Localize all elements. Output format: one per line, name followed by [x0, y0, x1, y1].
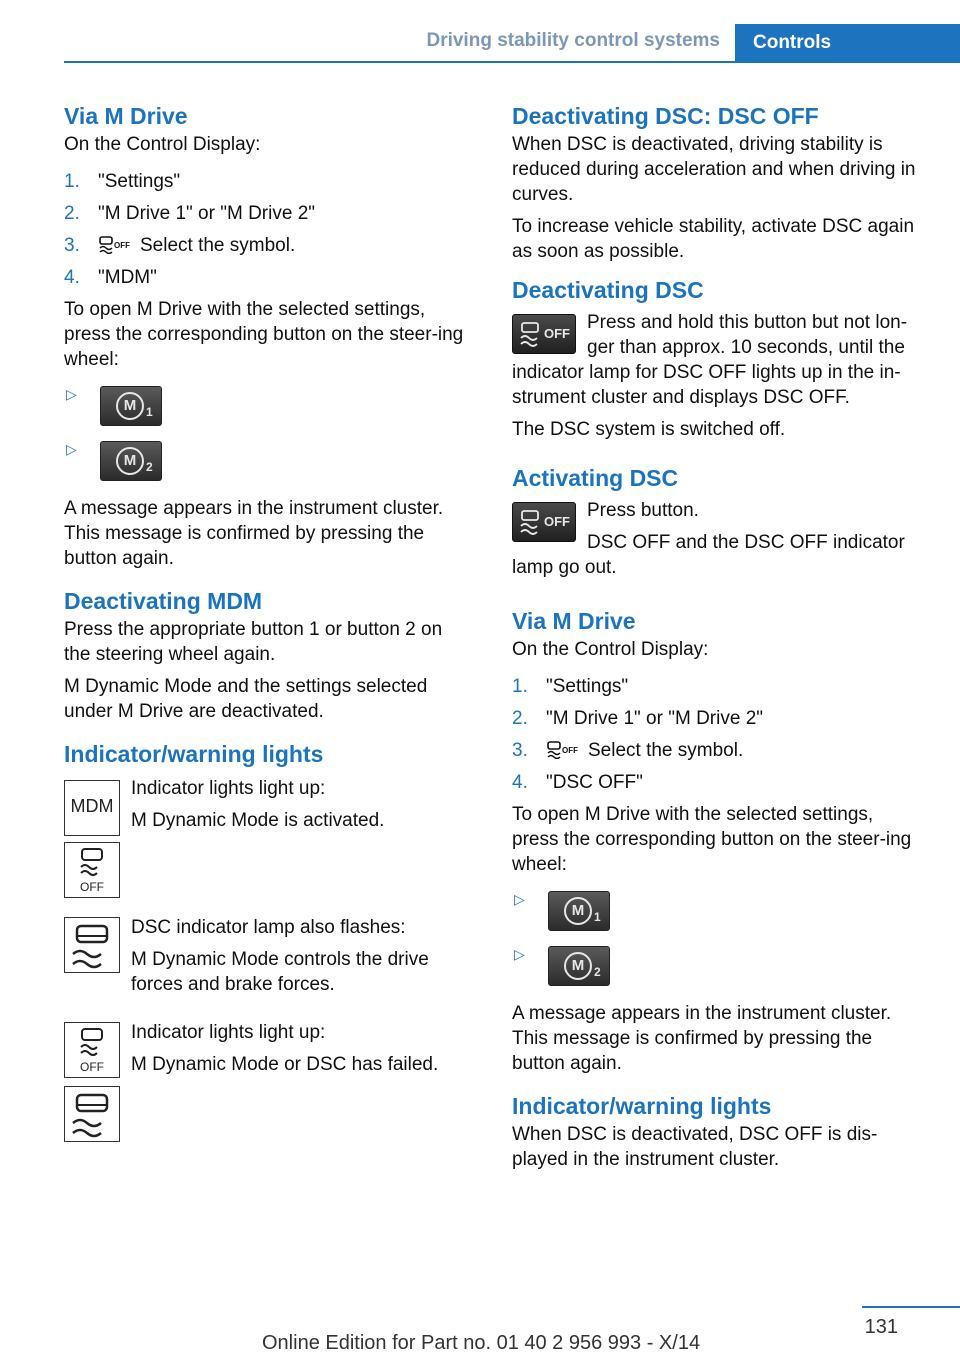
dsc-off-text-1: When DSC is deactivated, driving stability is reduced during acceleration and when driving in curves.: [512, 134, 916, 205]
dsc-switched-off-text: The DSC system is switched off.: [512, 419, 786, 440]
deactivate-text-2: M Dynamic Mode and the settings selected under M Drive are deactivated.: [64, 676, 428, 722]
activate-dsc-text-2: DSC OFF and the DSC OFF indicator lamp go out.: [512, 532, 905, 578]
dsc-off-button-icon: OFF: [512, 502, 576, 542]
svg-text:OFF: OFF: [114, 241, 130, 250]
deactivate-dsc-block: [512, 310, 916, 417]
intro-text: On the Control Display:: [512, 639, 709, 660]
bullet-icon: ▷: [514, 891, 525, 907]
m1-button-icon: M 1: [548, 891, 610, 931]
dsc-off-symbol-icon: [546, 741, 580, 759]
list-item: 3. OFF Select the symbol.: [512, 740, 744, 761]
heading-indicator-lights: Indicator/warning lights: [64, 741, 324, 767]
list-item: 2. "M Drive 1" or "M Drive 2": [64, 203, 316, 224]
indicator-dsc-flash: [64, 915, 466, 1020]
dsc-lamp-icon: [64, 917, 120, 973]
list-item: 1. "Settings": [64, 171, 181, 192]
svg-text:OFF: OFF: [80, 1060, 104, 1074]
message-text: A message appears in the instrument cluster. This message is confirmed by pressing the button again.: [512, 1003, 892, 1074]
svg-text:OFF: OFF: [80, 880, 104, 894]
list-item: 4. "MDM": [64, 267, 157, 288]
right-column: [512, 100, 916, 1179]
list-item: 2. "M Drive 1" or "M Drive 2": [512, 708, 764, 729]
list-item: 4. "DSC OFF": [512, 772, 643, 793]
open-instructions: To open M Drive with the selected settings, press the corresponding button on the steer‐ing wheel:: [512, 804, 912, 875]
list-item: 3. OFF Select the symbol.: [64, 235, 296, 256]
activate-dsc-text-1: Press button.: [587, 500, 699, 521]
indicator-text: DSC indicator lamp also flashes:: [131, 917, 406, 938]
dsc-off-button-icon: OFF: [512, 314, 576, 354]
deactivate-text-1: Press the appropriate button 1 or button 2 on the steering wheel again.: [64, 619, 443, 665]
m1-button-row: [512, 891, 916, 946]
steps-list: [512, 674, 916, 802]
indicator-mdm: [64, 776, 466, 838]
heading-indicator-lights-2: Indicator/warning lights: [512, 1093, 772, 1119]
indicator-text: Indicator lights light up:: [131, 778, 326, 799]
section-title: Driving stability control systems: [426, 30, 720, 51]
dsc-off-text-2: To increase vehicle stability, activate DSC again as soon as possible.: [512, 216, 915, 262]
message-text: A message appears in the instrument cluster. This message is confirmed by pressing the button again.: [64, 498, 444, 569]
left-column: [64, 100, 466, 1144]
heading-deactivating-dsc: Deactivating DSC: [512, 277, 704, 303]
footer-rule: [862, 1306, 960, 1308]
heading-via-m-drive: Via M Drive: [64, 103, 188, 129]
open-instructions: To open M Drive with the selected settings, press the corresponding button on the steer‐ing wheel:: [64, 299, 464, 370]
bullet-icon: ▷: [66, 386, 77, 402]
edition-note: Online Edition for Part no. 01 40 2 956 993 - X/14: [262, 1332, 701, 1354]
indicator-text: M Dynamic Mode is activated.: [131, 810, 385, 831]
heading-via-m-drive-2: Via M Drive: [512, 608, 636, 634]
deactivate-dsc-text: Press and hold this button but not lon‐ger than approx. 10 seconds, until the indicator lamp for DSC OFF lights up in the in‐strument cluster and displays DSC OFF.: [512, 312, 908, 408]
dsc-off-lamp-icon: [64, 842, 120, 898]
chapter-tab: [735, 24, 960, 63]
m1-button-row: [64, 386, 466, 441]
bullet-icon: ▷: [514, 946, 525, 962]
svg-text:OFF: OFF: [562, 746, 578, 755]
indicator-text: Indicator lights light up:: [131, 1022, 326, 1043]
m2-button-icon: M 2: [100, 441, 162, 481]
page-number: 131: [864, 1316, 898, 1338]
intro-text: On the Control Display:: [64, 134, 261, 155]
indicator-dsc: [64, 1084, 466, 1144]
bullet-icon: ▷: [66, 441, 77, 457]
chapter-tab-label: Controls: [753, 32, 832, 53]
steps-list: [64, 169, 466, 297]
m1-button-icon: M 1: [100, 386, 162, 426]
list-item: 1. "Settings": [512, 676, 629, 697]
heading-deactivating-mdm: Deactivating MDM: [64, 588, 263, 614]
warning-text: When DSC is deactivated, DSC OFF is dis‐played in the instrument cluster.: [512, 1124, 878, 1170]
indicator-text: M Dynamic Mode controls the drive forces and brake forces.: [131, 949, 429, 995]
indicator-text: M Dynamic Mode or DSC has failed.: [131, 1054, 439, 1075]
m2-button-row: [64, 441, 466, 496]
dsc-off-lamp-icon: [64, 1022, 120, 1078]
indicator-dsc-off: [64, 838, 466, 915]
heading-dsc-off: Deactivating DSC: DSC OFF: [512, 103, 819, 129]
indicator-failure: [64, 1020, 466, 1084]
mdm-lamp-icon: MDM: [64, 780, 120, 836]
dsc-off-symbol-icon: [98, 236, 132, 254]
m2-button-row: [512, 946, 916, 1001]
dsc-lamp-icon: [64, 1086, 120, 1142]
m2-button-icon: M 2: [548, 946, 610, 986]
activate-dsc-block: [512, 498, 916, 587]
heading-activating-dsc: Activating DSC: [512, 465, 679, 491]
